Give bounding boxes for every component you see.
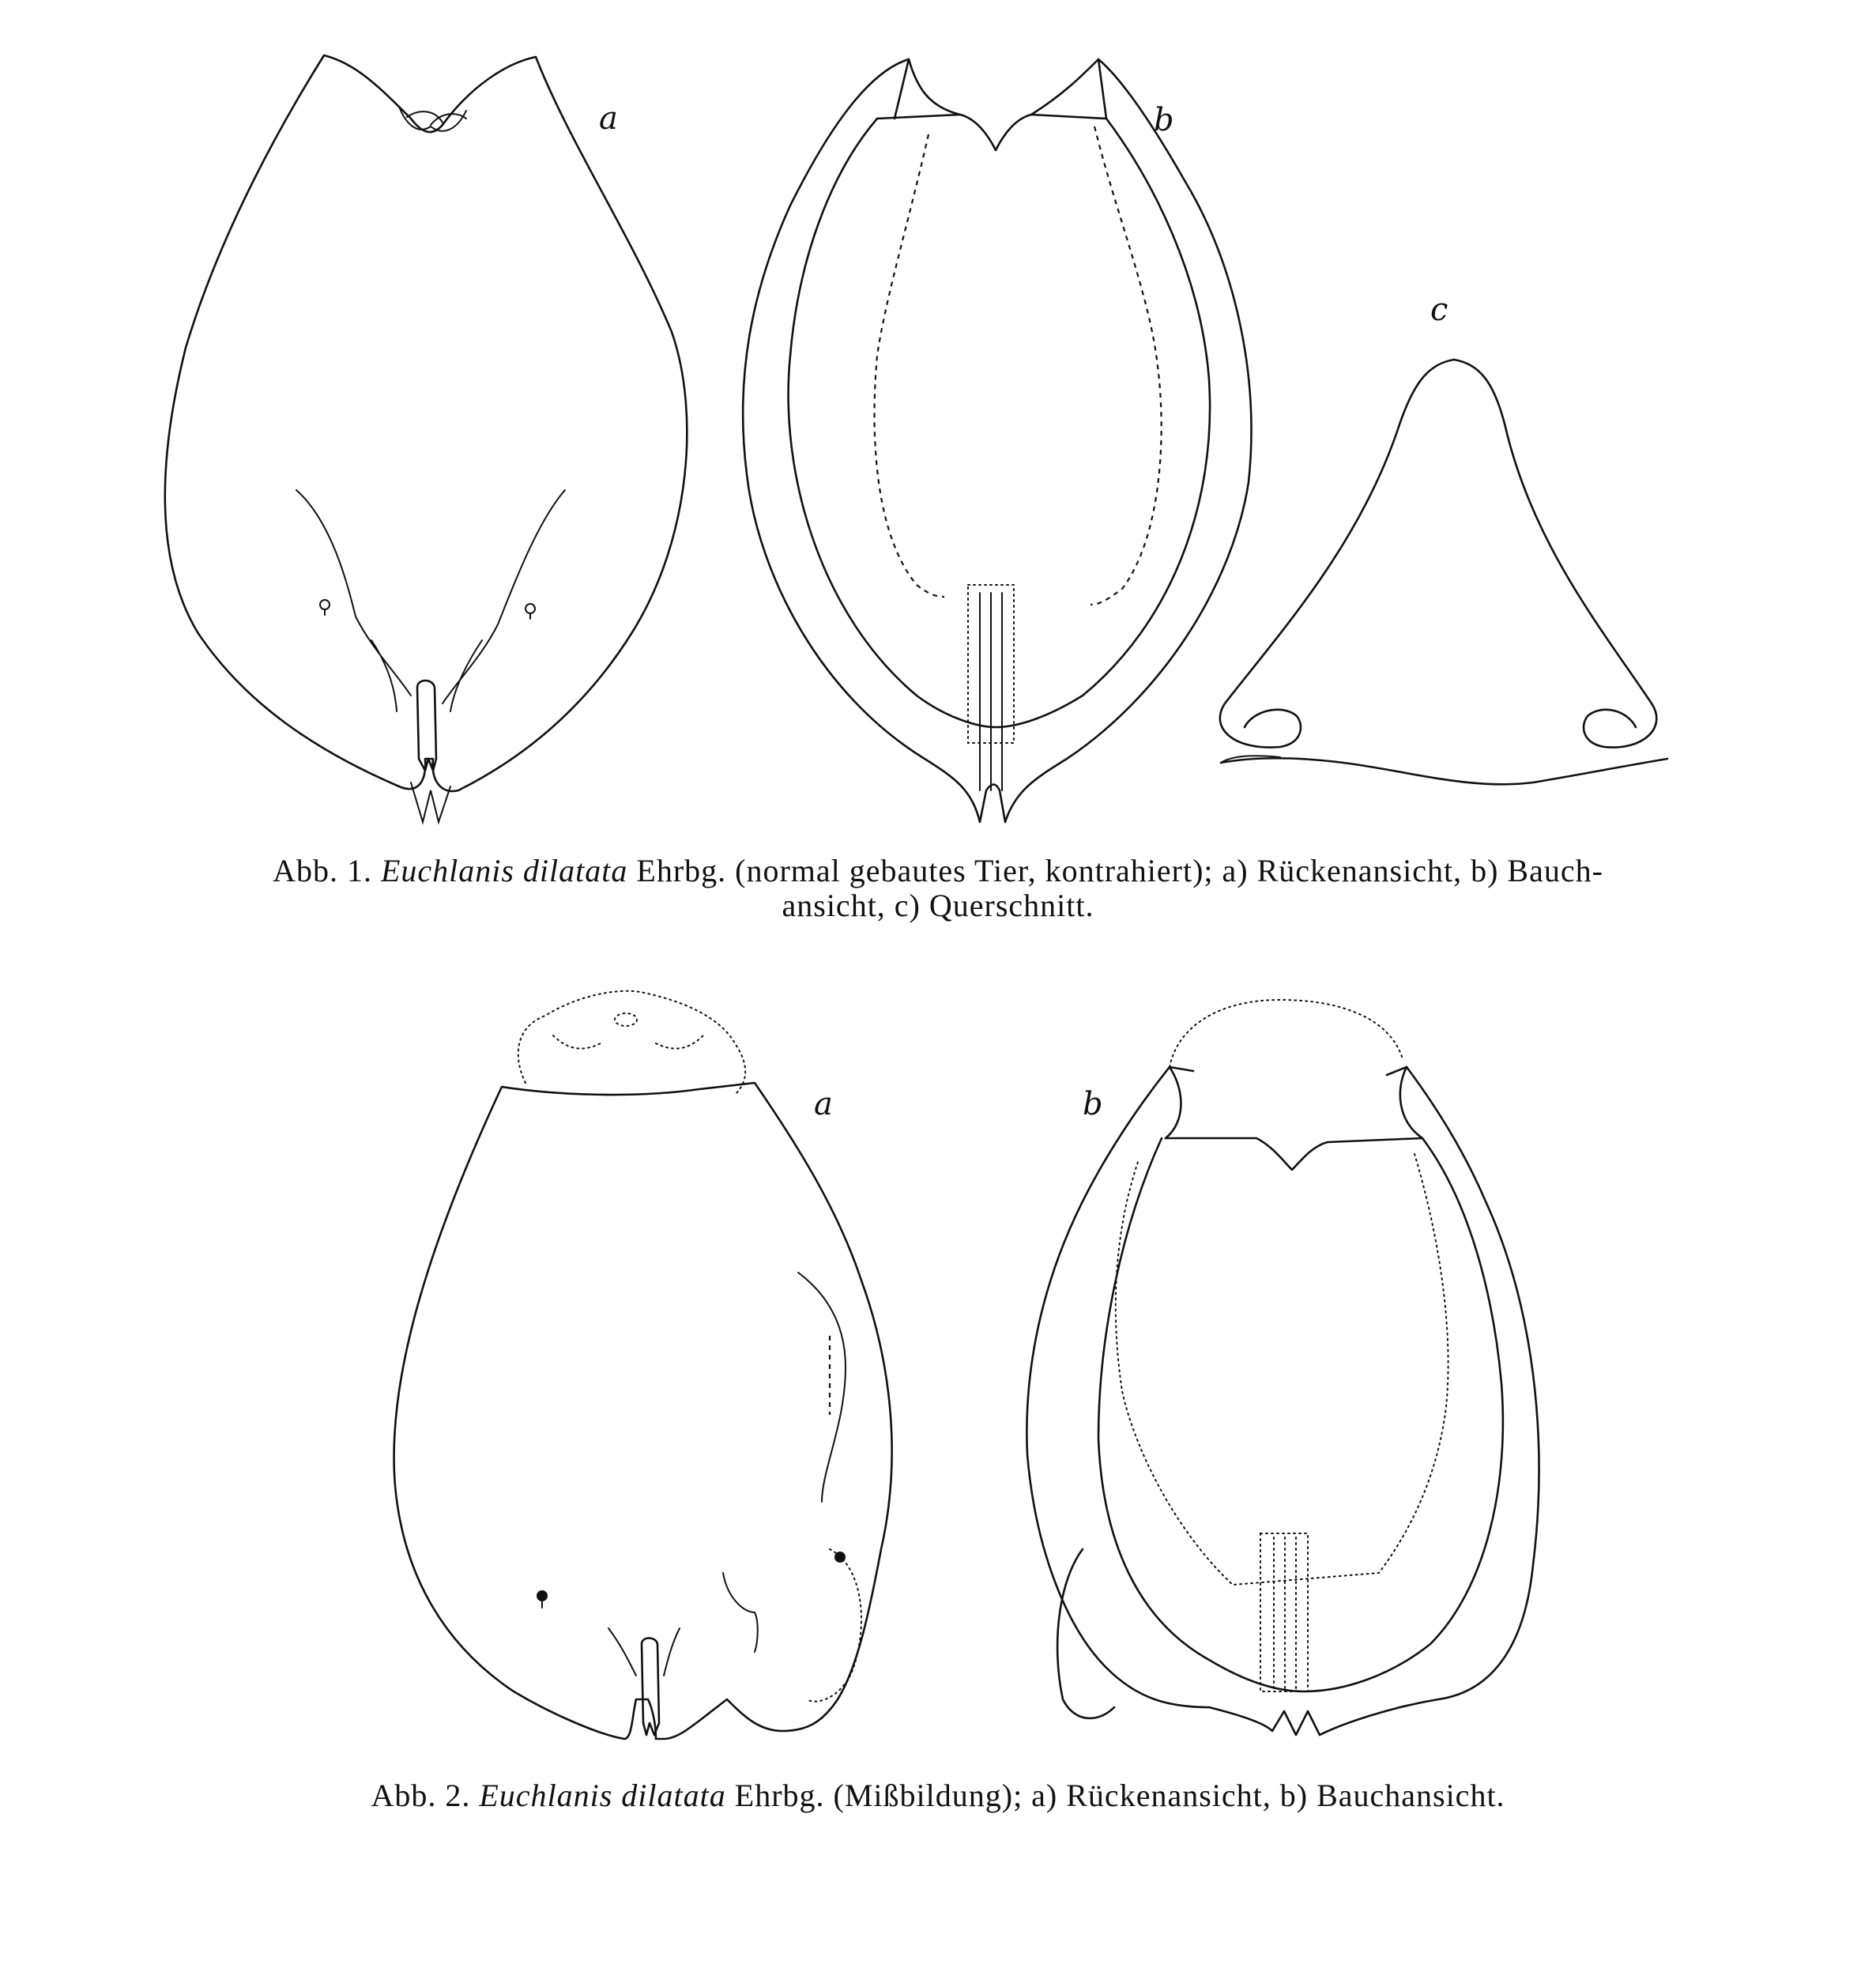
- fig1c-cross-section-base: [1221, 758, 1667, 784]
- fig1-caption-line2: ansicht, c) Querschnitt.: [782, 888, 1094, 923]
- fig1a-right-ridge: [443, 490, 565, 703]
- fig1b-inner-lorica: [789, 119, 1210, 727]
- fig2a-retracted-head: [518, 991, 745, 1095]
- fig2a-label: a: [814, 1086, 833, 1122]
- fig1-caption-rest: Ehrbg. (normal gebautes Tier, kontrahiert); a) Rückenansicht, b) Bauch-: [636, 853, 1603, 888]
- fig2b-head-shield: [1166, 1138, 1422, 1170]
- fig2-caption-prefix: Abb. 2.: [371, 1778, 471, 1813]
- fig1c-cross-section-outline: [1220, 360, 1656, 748]
- fig2a-right-sensory-spot: [835, 1552, 845, 1562]
- fig1a-right-sensory-spot: [526, 604, 535, 613]
- fig2b-label: b: [1083, 1086, 1103, 1122]
- fig2b-outer-lorica: [1027, 1067, 1539, 1735]
- fig1a-label: a: [599, 100, 618, 137]
- fig2a-dotted-lobe: [806, 1549, 861, 1702]
- fig1-caption-prefix: Abb. 1.: [273, 853, 372, 888]
- figure1-caption: [63, 854, 1813, 923]
- fig2b-dotted-gut: [1116, 1154, 1448, 1585]
- fig1b-head-shield: [877, 115, 1106, 150]
- fig1-caption-species: Euchlanis dilatata: [380, 853, 628, 888]
- fig1-ventral-view: [743, 59, 1251, 822]
- fig2b-foot-dotted: [1260, 1533, 1308, 1691]
- fig2a-foot: [642, 1638, 659, 1736]
- fig1a-head-notch: [399, 107, 466, 131]
- fig1a-left-ridge: [296, 490, 411, 696]
- fig2-caption-rest: Ehrbg. (Mißbildung); a) Rückenansicht, b) Bauchansicht.: [734, 1778, 1505, 1813]
- fig2b-malformed-lobe: [1057, 1549, 1114, 1718]
- fig1-cross-section: [1220, 360, 1667, 784]
- fig1-dorsal-view: [165, 55, 687, 822]
- fig2b-retracted-head: [1170, 1000, 1403, 1067]
- fig2a-left-sensory-spot: [537, 1591, 547, 1601]
- fig1b-right-dotted-gut: [1091, 126, 1162, 605]
- fig2-ventral-view: [1027, 1000, 1539, 1735]
- figure2-caption: [0, 1778, 1876, 1813]
- fig2-caption-species: Euchlanis dilatata: [479, 1778, 726, 1813]
- fig2b-inner-lorica: [1098, 1138, 1503, 1691]
- fig1c-label: c: [1430, 292, 1448, 328]
- fig1b-outer-lorica: [743, 59, 1251, 822]
- fig2a-lateral-bulge: [798, 1273, 846, 1502]
- fig1a-left-sensory-spot: [320, 600, 330, 609]
- fig1b-left-dotted-gut: [875, 134, 944, 597]
- fig1a-foot: [417, 681, 436, 771]
- fig1b-label: b: [1154, 102, 1174, 138]
